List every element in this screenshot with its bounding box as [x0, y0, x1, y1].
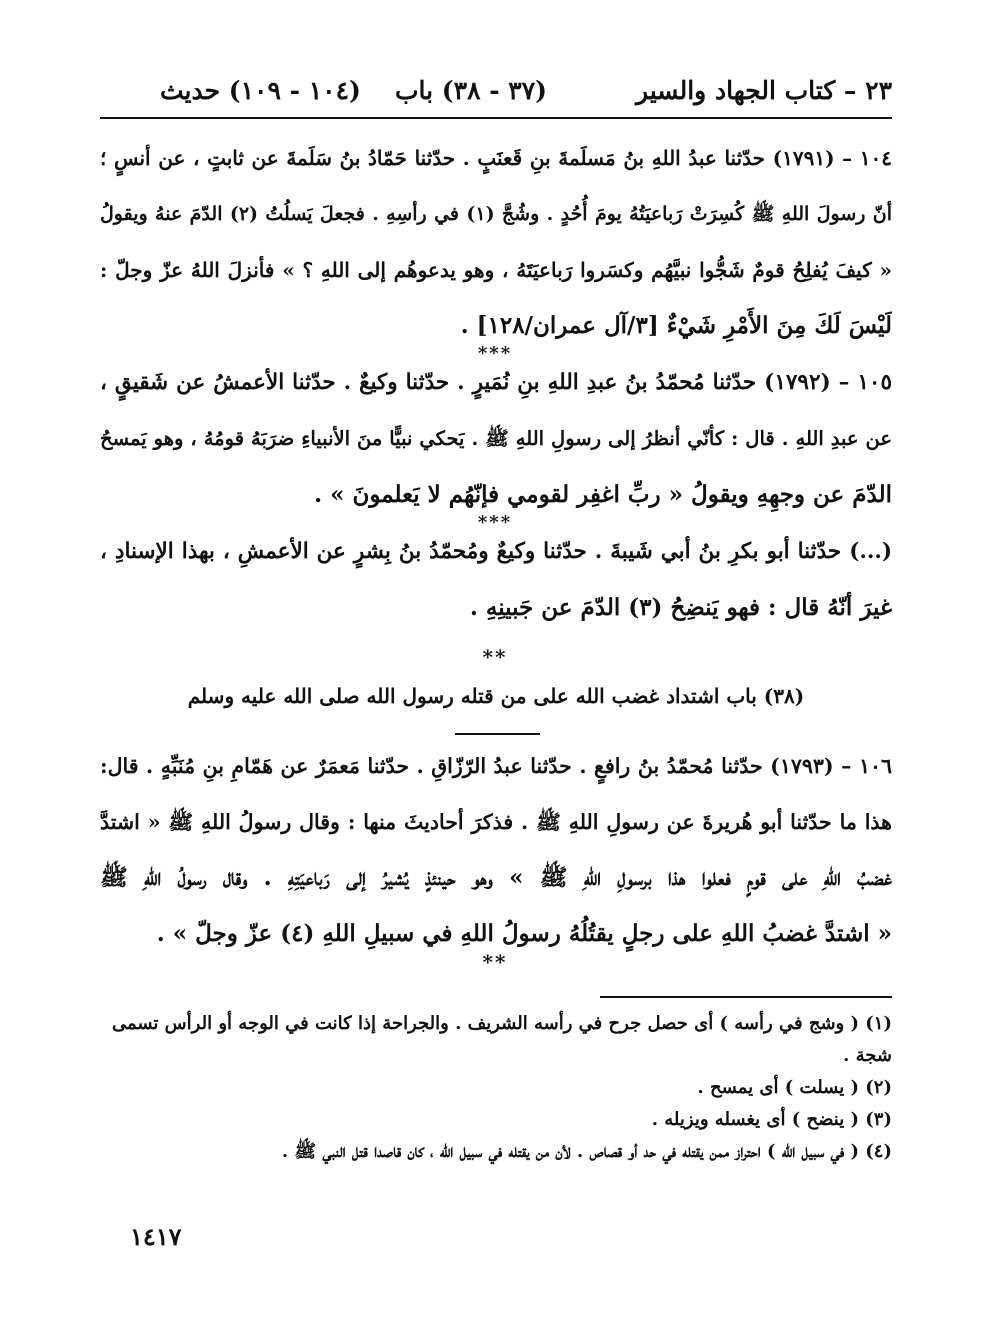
chapter-rule: [455, 733, 540, 735]
footnote-rule: [600, 996, 892, 998]
hadith-106-line: غضبُ اللهِ على قومٍ فعلوا هذا برسولِ اللهِ ﷺ » وهو حينئذٍ يُشيرُ إلى رَباعيَتِهِ . وقال رسولُ اللهِ ﷺ: [100, 864, 892, 891]
hadith-105-variant: [100, 524, 892, 636]
footnote-2: [100, 1072, 892, 1104]
footnote-text: (٤) ( في سبيل الله ) احتراز ممن يقتله في حد أو قصاص . لأن من يقتله في سبيل الله ، كان قاصدا قتل النبي ﷺ .: [281, 1141, 892, 1162]
hadith-105: [100, 355, 892, 523]
hadith-105-line: ١٠٥ – (١٧٩٢) حدّثنا مُحمّدُ بنُ عبدِ اللهِ بنِ نُمَيرٍ . حدّثنا وكيعٌ . حدّثنا الأعمشُ عن شَقيقٍ ،: [100, 370, 892, 395]
hadith-range: (١٠٤ - ١٠٩) حديث: [160, 76, 361, 105]
hadith-104-line: « كيفَ يُفلِحُ قومٌ شَجُّوا نبيَّهُم وكسَروا رَباعيَتَهُ ، وهو يدعوهُم إلى اللهِ ؟ » فأنزلَ اللهُ عزّ وجلّ :: [100, 258, 892, 282]
hadith-104-line: لَيْسَ لَكَ مِنَ الأَمْرِ شَيْءٌ [٣/آل عمران/١٢٨] .: [460, 312, 892, 339]
header-rule: [100, 117, 892, 119]
book-title: ٢٣ – كتاب الجهاد والسير: [635, 76, 892, 105]
footnote-text: (١) ( وشج في رأسه ) أى حصل جرح في رأسه الشريف . والجراحة إذا كانت في الوجه أو الرأس تسمى: [111, 1013, 892, 1034]
chapter-title: (٣٨) باب اشتداد غضب الله على من قتله رسول الله صلى الله عليه وسلم: [187, 684, 805, 708]
separator-stars: ***: [477, 512, 513, 533]
page-number: ١٤١٧: [130, 1222, 182, 1251]
footnote-4: [100, 1136, 892, 1168]
separator-stars: ***: [477, 343, 513, 364]
footnote-1: [100, 1008, 892, 1072]
hadith-105-variant-line: غيرَ أنّهُ قال : فهو يَنضِحُ (٣) الدّمَ عن جَبينِهِ .: [469, 594, 892, 621]
hadith-106-line: « اشتدَّ غضبُ اللهِ على رجلٍ يقتُلُهُ رسولُ اللهِ في سبيلِ اللهِ (٤) عزّ وجلّ » .: [156, 920, 892, 947]
hadith-104-line: أنّ رسولَ اللهِ ﷺ كُسِرَتْ رَباعيَتُهُ يومَ أُحُدٍ . وشُجَّ (١) في رأسِهِ . فجعلَ يَسلُتُ (٢) الدّمَ عنهُ ويقولُ: [100, 203, 892, 225]
footnote-text: (٣) ( ينضح ) أى يغسله ويزيله .: [651, 1109, 892, 1130]
separator-asterisks: **: [482, 645, 508, 669]
footnote-text: شجة .: [843, 1045, 892, 1066]
chapter-range: (٣٧ - ٣٨) باب: [394, 76, 547, 105]
hadith-106: [100, 738, 892, 962]
hadith-105-line: عن عبدِ اللهِ . قال : كأنّي أنظرُ إلى رسولِ اللهِ ﷺ . يَحكي نبيًّا منَ الأنبياءِ ضرَبَهُ قومُهُ ، وهو يَمسحُ: [100, 427, 892, 450]
separator-asterisks: **: [482, 950, 508, 974]
hadith-105-line: الدّمَ عن وجهِهِ ويقولُ « ربِّ اغفِر لقومي فإنّهُم لا يَعلمونَ » .: [314, 481, 892, 508]
hadith-106-line: هذا ما حدّثنا أبو هُريرةَ عن رسولِ اللهِ ﷺ . فذكرَ أحاديثَ منها : وقال رسولُ اللهِ ﷺ « اشتدَّ: [100, 810, 892, 834]
footnotes: [100, 1008, 892, 1168]
hadith-105-variant-line: (...) حدّثنا أبو بكرِ بنُ أبي شَيبةَ . حدّثنا وكيعٌ ومُحمّدُ بنُ بِشرٍ عن الأعمشِ ، بهذا الإسنادِ ،: [100, 539, 892, 564]
footnote-text: (٢) ( يسلت ) أى يمسح .: [697, 1077, 892, 1098]
hadith-104: [100, 130, 892, 354]
hadith-106-line: ١٠٦ – (١٧٩٣) حدّثنا مُحمّدُ بنُ رافعٍ . حدّثنا عبدُ الرّزّاقِ . حدّثنا مَعمَرٌ عن هَمّامِ بنِ مُنَبِّهٍ . قال:: [100, 754, 892, 778]
hadith-104-line: ١٠٤ – (١٧٩١) حدّثنا عبدُ اللهِ بنُ مَسلَمةَ بنِ قَعنَبٍ . حدّثنا حَمّادُ بنُ سَلَمةَ عن ثابتٍ ، عن أنسٍ ؛: [100, 146, 892, 170]
footnote-3: [100, 1104, 892, 1136]
running-header: [100, 72, 892, 112]
